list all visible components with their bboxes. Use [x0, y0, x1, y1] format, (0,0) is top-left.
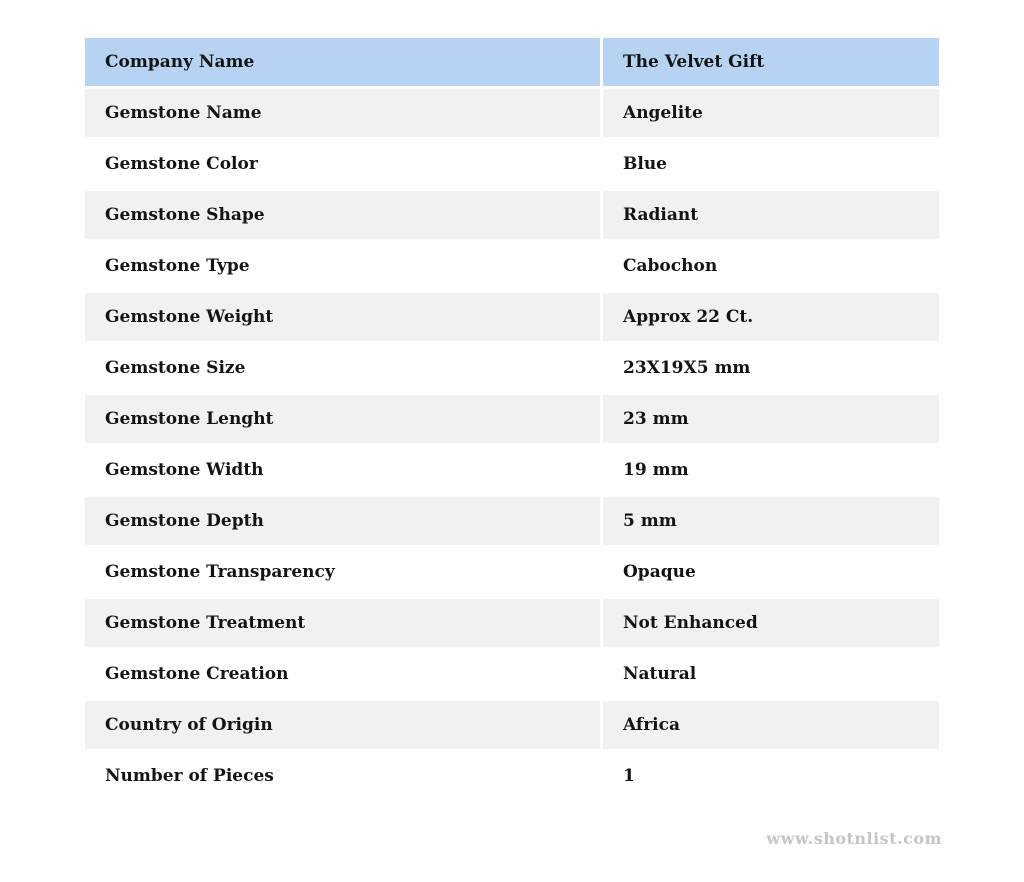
row-label: Gemstone Width [85, 446, 600, 494]
table-row [85, 140, 939, 188]
table-row [85, 446, 939, 494]
table-row [85, 395, 939, 443]
row-label: Gemstone Transparency [85, 548, 600, 596]
row-value: Angelite [603, 89, 939, 137]
row-value: 19 mm [603, 446, 939, 494]
row-label: Gemstone Weight [85, 293, 600, 341]
table-row [85, 344, 939, 392]
row-value: Opaque [603, 548, 939, 596]
row-label: Gemstone Depth [85, 497, 600, 545]
row-value: Africa [603, 701, 939, 749]
table-row [85, 599, 939, 647]
table-header-row [85, 38, 939, 86]
row-label: Gemstone Shape [85, 191, 600, 239]
row-label: Number of Pieces [85, 752, 600, 800]
row-value: 1 [603, 752, 939, 800]
table-row [85, 497, 939, 545]
row-value: Natural [603, 650, 939, 698]
row-value: Not Enhanced [603, 599, 939, 647]
table-row [85, 89, 939, 137]
row-label: Gemstone Type [85, 242, 600, 290]
row-value: Radiant [603, 191, 939, 239]
table-row [85, 650, 939, 698]
row-label: Gemstone Color [85, 140, 600, 188]
table-row [85, 242, 939, 290]
row-value: Cabochon [603, 242, 939, 290]
header-label-cell: Company Name [85, 38, 600, 86]
row-value: Blue [603, 140, 939, 188]
row-label: Gemstone Name [85, 89, 600, 137]
table-row [85, 293, 939, 341]
table-row [85, 752, 939, 800]
row-label: Gemstone Size [85, 344, 600, 392]
row-label: Gemstone Lenght [85, 395, 600, 443]
row-label: Gemstone Creation [85, 650, 600, 698]
table-row [85, 548, 939, 596]
row-label: Gemstone Treatment [85, 599, 600, 647]
row-value: 23X19X5 mm [603, 344, 939, 392]
gemstone-spec-table [82, 35, 942, 803]
header-value-cell: The Velvet Gift [603, 38, 939, 86]
row-value: 23 mm [603, 395, 939, 443]
table-row [85, 191, 939, 239]
row-label: Country of Origin [85, 701, 600, 749]
watermark-text: www.shotnlist.com [766, 829, 942, 848]
row-value: Approx 22 Ct. [603, 293, 939, 341]
table-row [85, 701, 939, 749]
row-value: 5 mm [603, 497, 939, 545]
